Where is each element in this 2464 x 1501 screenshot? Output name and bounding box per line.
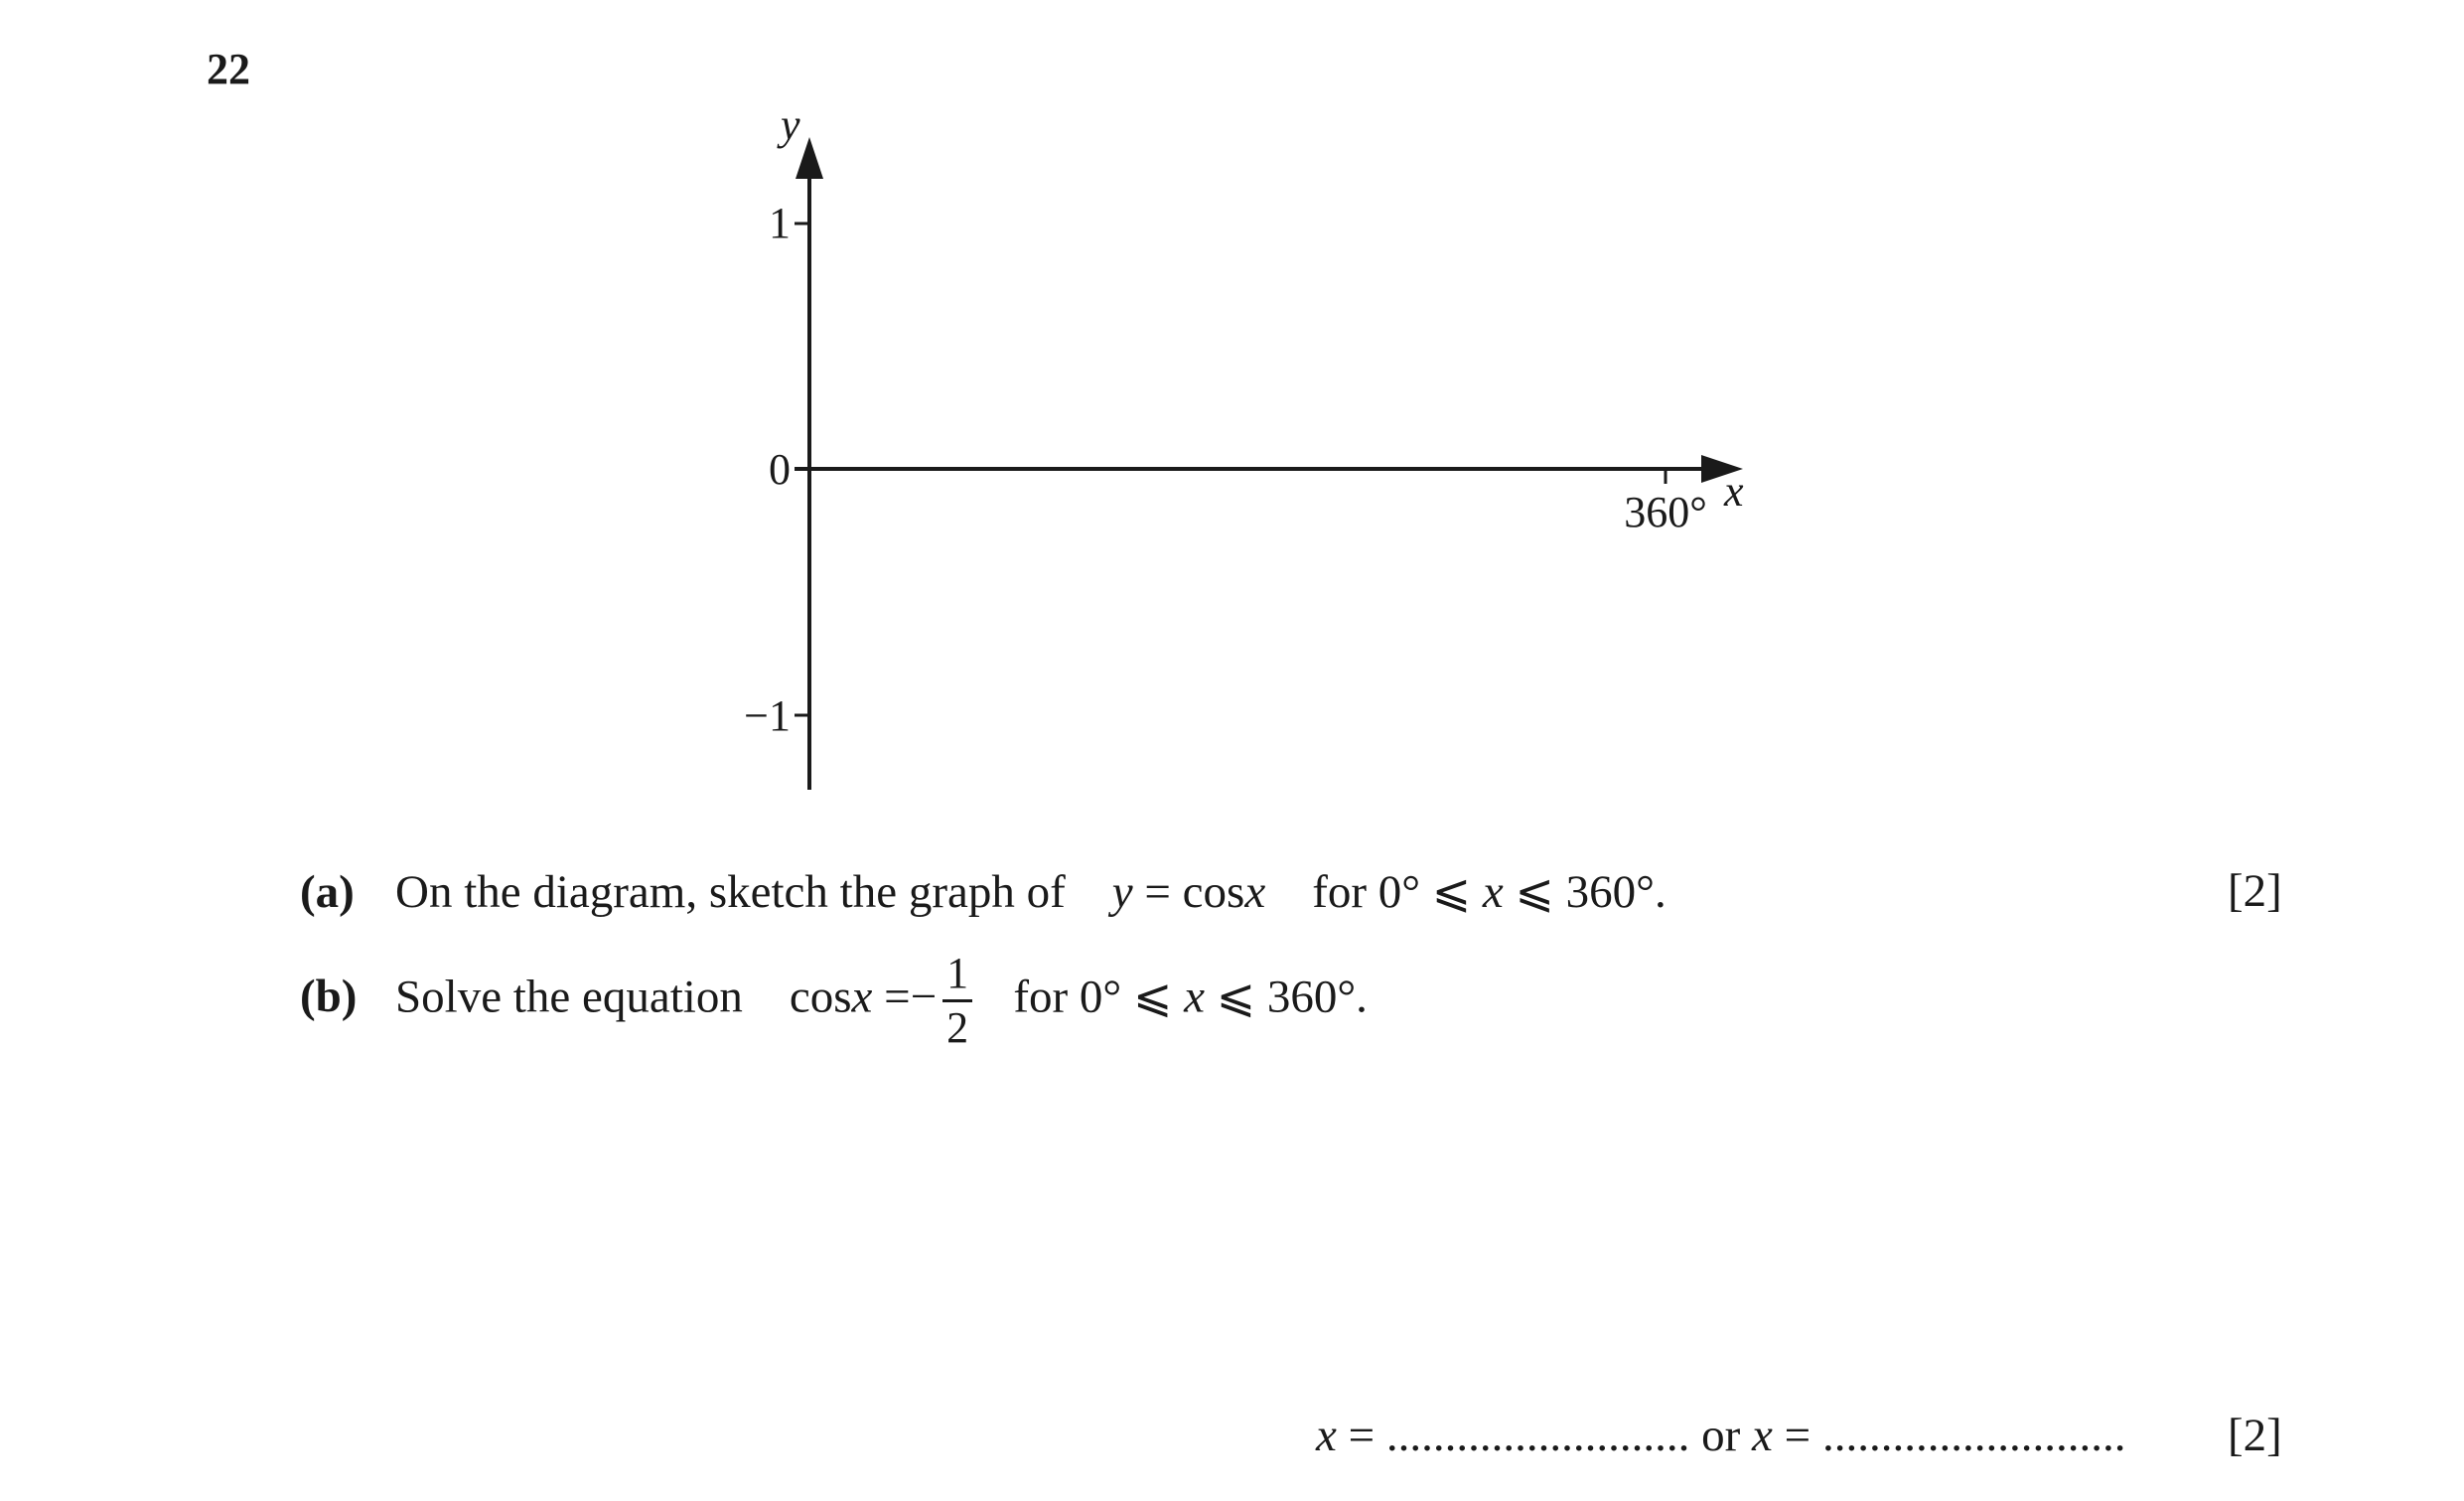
fraction-denominator: 2: [946, 1003, 969, 1052]
answer-blank-2[interactable]: ..........................: [1821, 1410, 2126, 1461]
part-a-range-start: for 0° ⩽: [1312, 866, 1483, 918]
part-b-fraction: [942, 949, 972, 1052]
answer-or: or: [1689, 1410, 1753, 1461]
y-tick-label-1: 1: [769, 199, 791, 247]
part-a-eq-mid: = cos: [1132, 866, 1245, 918]
x-axis-label: x: [1724, 467, 1744, 516]
question-number: 22: [207, 45, 250, 93]
part-a-label: (a): [300, 866, 355, 918]
answer-x2: x: [1752, 1410, 1773, 1461]
part-a: [300, 864, 1667, 919]
answer-eq2: =: [1772, 1410, 1822, 1461]
y-tick-label-minus1: −1: [744, 691, 791, 740]
part-b-range-start: for 0° ⩽: [1013, 971, 1185, 1023]
fraction-numerator: 1: [942, 952, 972, 1002]
part-a-text: On the diagram, sketch the graph of: [395, 866, 1066, 918]
part-a-range-x: x: [1482, 866, 1504, 918]
part-b-eq-x: x: [851, 971, 873, 1023]
part-b-range-x: x: [1184, 971, 1205, 1023]
answer-x1: x: [1316, 1410, 1337, 1461]
part-a-eq-y: y: [1111, 866, 1133, 918]
part-b-eq-equals: =−: [872, 971, 938, 1023]
answer-blank-1[interactable]: ..........................: [1385, 1410, 1690, 1461]
part-a-marks: [2]: [2228, 865, 2282, 917]
answer-eq1: =: [1336, 1410, 1386, 1461]
part-a-eq-x: x: [1244, 866, 1266, 918]
part-b-range-end: ⩽ 360°.: [1204, 971, 1368, 1023]
part-b-marks: [2]: [2228, 1410, 2282, 1461]
answer-line: [1316, 1409, 2125, 1462]
part-b: [300, 949, 1368, 1052]
part-a-range-end: ⩽ 360°.: [1503, 866, 1667, 918]
part-b-eq-cos: cos: [789, 971, 852, 1023]
y-axis-label: y: [781, 100, 800, 149]
part-b-text: Solve the equation: [395, 971, 743, 1023]
part-b-label: (b): [300, 971, 358, 1023]
y-tick-label-0: 0: [769, 445, 791, 494]
x-tick-label-360: 360°: [1624, 488, 1707, 536]
